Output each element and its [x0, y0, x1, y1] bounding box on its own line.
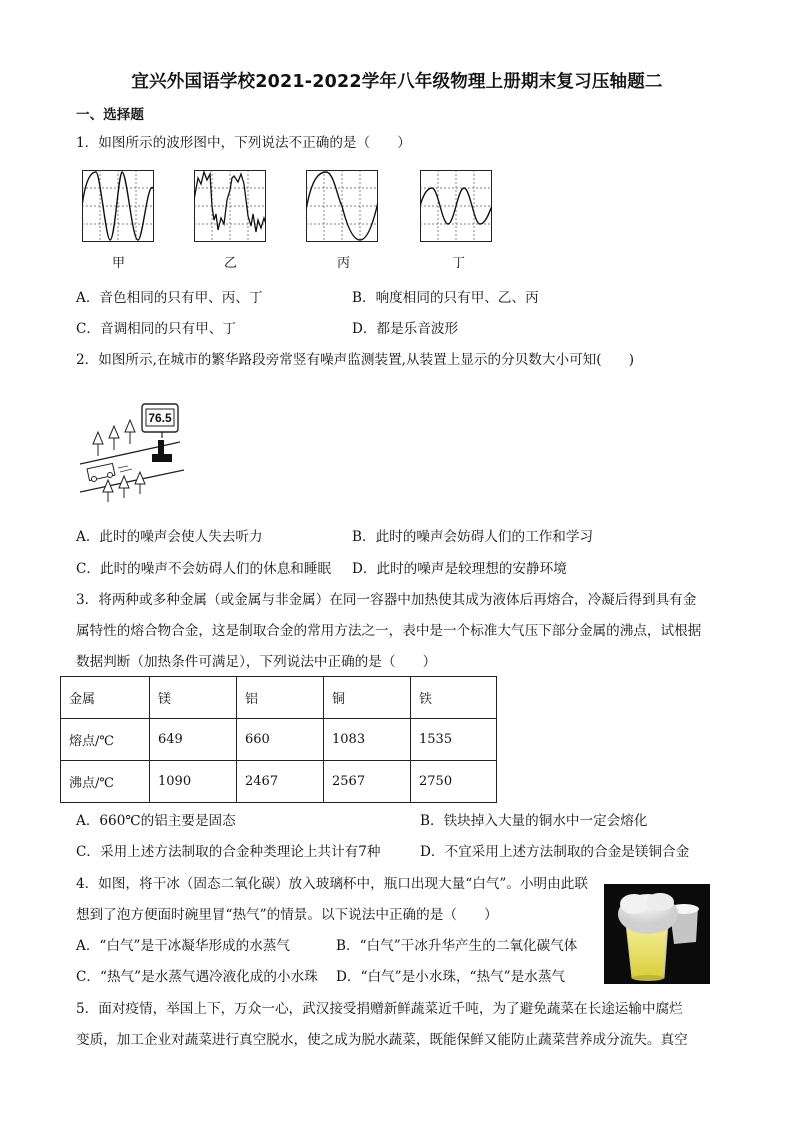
page-title: 宜兴外国语学校2021-2022学年八年级物理上册期末复习压轴题二: [131, 72, 663, 92]
table-cell: 649: [150, 719, 237, 761]
table-header-cell: 镁: [150, 677, 237, 719]
table-cell: 1090: [150, 761, 237, 803]
table-header-cell: 铁: [411, 677, 497, 719]
table-cell: 1083: [324, 719, 411, 761]
question-1-stem: 1．如图所示的波形图中，下列说法不正确的是（ ）: [76, 135, 411, 151]
q2-option-d: D．此时的噪声是较理想的安静环境: [352, 561, 567, 577]
waveform-yi: [194, 170, 266, 242]
table-row: [61, 719, 497, 761]
q3-option-d: D．不宜采用上述方法制取的合金是镁铜合金: [420, 844, 690, 860]
table-header-cell: 金属: [61, 677, 150, 719]
waveform-bing: [306, 170, 378, 242]
q1-option-b: B．响度相同的只有甲、乙、丙: [352, 290, 539, 306]
waveform-jia: [82, 170, 154, 242]
table-cell: 1535: [411, 719, 497, 761]
question-4-stem-line-1: 4．如图，将干冰（固态二氧化碳）放入玻璃杯中，瓶口出现大量“白气”。小明由此联: [76, 876, 588, 892]
q1-option-c: C．音调相同的只有甲、丁: [76, 321, 236, 337]
q2-option-a: A．此时的噪声会使人失去听力: [76, 529, 263, 545]
q4-option-a: A．“白气”是干冰凝华形成的水蒸气: [76, 938, 291, 954]
question-5-stem-line-2: 变质，加工企业对蔬菜进行真空脱水，使之成为脱水蔬菜，既能保鲜又能防止蔬菜营养成分流失。真空: [76, 1032, 688, 1048]
waveform-ding: [420, 170, 492, 242]
q1-option-a: A．音色相同的只有甲、丙、丁: [76, 290, 263, 306]
q3-option-c: C．采用上述方法制取的合金种类理论上共计有7种: [76, 844, 381, 860]
table-cell: 2467: [237, 761, 324, 803]
question-2-stem: 2．如图所示,在城市的繁华路段旁常竖有噪声监测装置,从装置上显示的分贝数大小可知( ): [76, 352, 635, 368]
waveform-label-ding: 丁: [452, 256, 466, 271]
table-cell: 熔点/℃: [61, 719, 150, 761]
table-row: [61, 761, 497, 803]
q2-option-c: C．此时的噪声不会妨碍人们的休息和睡眠: [76, 561, 332, 577]
table-cell: 660: [237, 719, 324, 761]
q4-option-d: D．“白气”是小水珠，“热气”是水蒸气: [336, 969, 566, 985]
q4-option-b: B．“白气”干冰升华产生的二氧化碳气体: [336, 938, 578, 954]
table-header-cell: 铜: [324, 677, 411, 719]
question-5-stem-line-1: 5．面对疫情，举国上下，万众一心，武汉接受捐赠新鲜蔬菜近千吨，为了避免蔬菜在长途运输中腐烂: [76, 1001, 683, 1017]
waveform-label-bing: 丙: [337, 256, 351, 271]
question-3-stem-line-2: 属特性的熔合物合金，这是制取合金的常用方法之一，表中是一个标准大气压下部分金属的沸点，试根据: [76, 623, 702, 639]
question-4-stem-line-2: 想到了泡方便面时碗里冒“热气”的情景。以下说法中正确的是（ ）: [76, 907, 498, 923]
dry-ice-cup-photo: [604, 884, 710, 984]
question-3-stem-line-1: 3．将两种或多种金属（或金属与非金属）在同一容器中加热使其成为液体后再熔合，冷凝后得到具有金: [76, 592, 697, 608]
waveform-label-jia: 甲: [112, 256, 126, 271]
table-cell: 2750: [411, 761, 497, 803]
table-cell: 沸点/℃: [61, 761, 150, 803]
table-header-row: [61, 677, 497, 719]
noise-display-value: 76.5: [148, 411, 172, 425]
question-3-stem-line-3: 数据判断（加热条件可满足），下列说法中正确的是（ ）: [76, 654, 437, 670]
table-cell: 2567: [324, 761, 411, 803]
q1-option-d: D．都是乐音波形: [352, 321, 459, 337]
noise-monitor-figure: [80, 392, 184, 504]
q2-option-b: B．此时的噪声会妨碍人们的工作和学习: [352, 529, 594, 545]
section-heading: 一、选择题: [76, 107, 144, 123]
q3-option-a: A．660℃的铝主要是固态: [76, 813, 236, 829]
waveform-label-yi: 乙: [224, 256, 238, 271]
table-header-cell: 铝: [237, 677, 324, 719]
q4-option-c: C．“热气”是水蒸气遇冷液化成的小水珠: [76, 969, 318, 985]
q3-option-b: B．铁块掉入大量的铜水中一定会熔化: [420, 813, 648, 829]
metal-properties-table: [60, 676, 497, 803]
